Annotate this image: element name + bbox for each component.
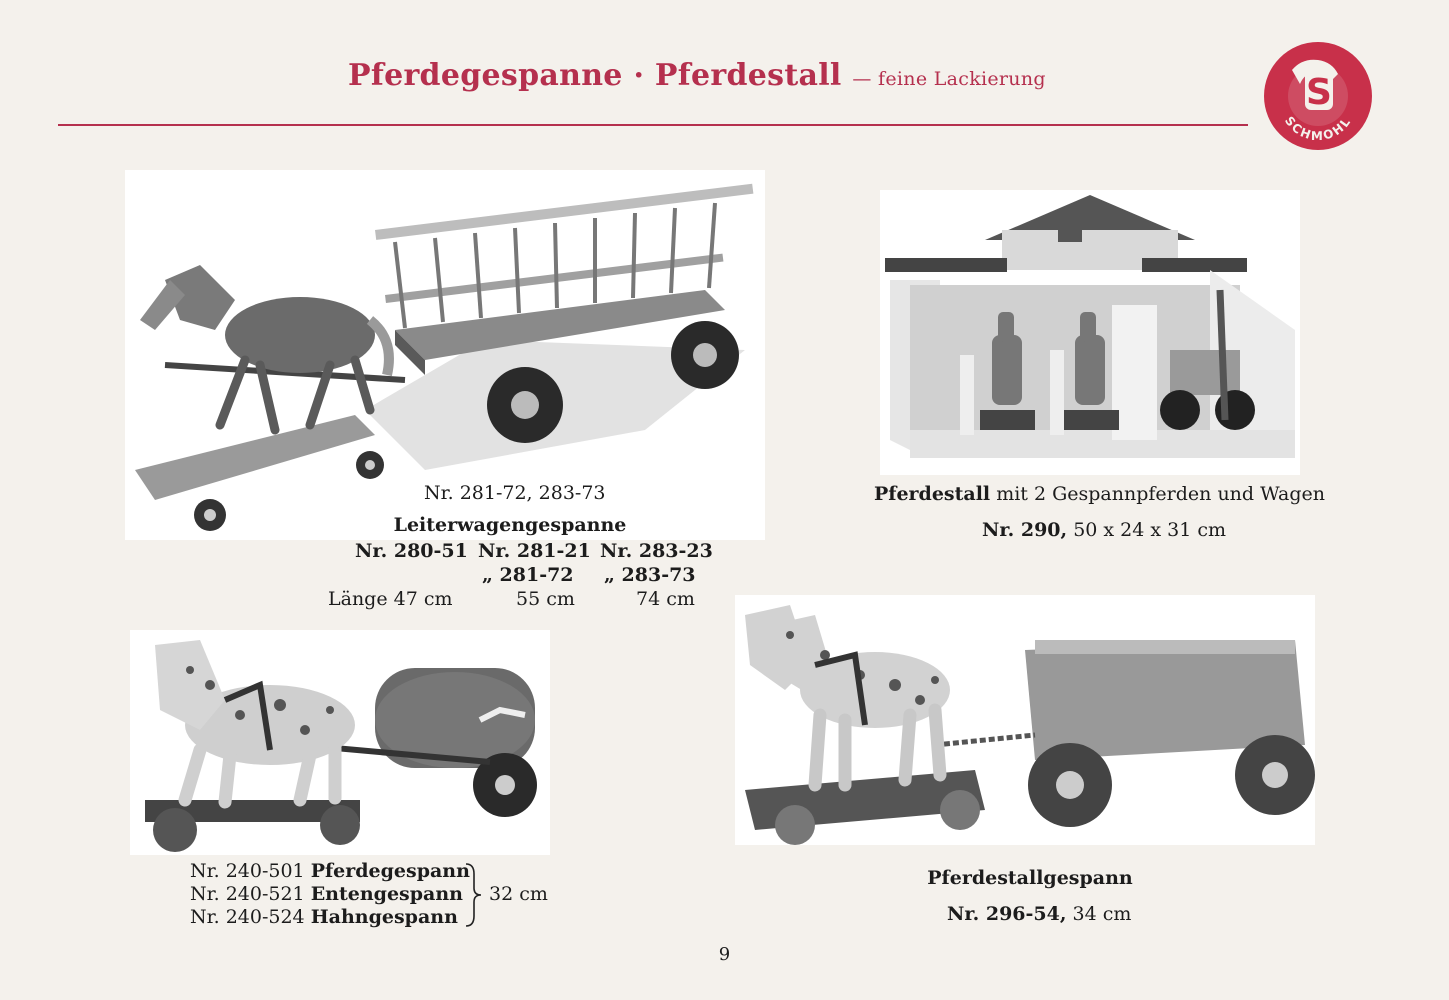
logo-letter: S <box>1306 72 1332 113</box>
table-cell: Länge 47 cm <box>328 588 453 610</box>
stable-description: mit 2 Gespannpferden und Wagen <box>996 483 1325 505</box>
table-cell: Nr. 280-51 <box>355 540 468 562</box>
header-rule <box>58 124 1248 126</box>
small-horse-team-photo <box>130 630 550 855</box>
logo-text: SCHMOHL <box>1281 113 1355 144</box>
small-teams-list <box>190 860 470 929</box>
grouping-brace <box>462 862 484 928</box>
stable-dimensions: 50 x 24 x 31 cm <box>1073 519 1227 541</box>
list-item: Nr. 240-524 Hahngespann <box>190 906 458 928</box>
table-cell: 55 cm <box>516 588 575 610</box>
table-cell: „ 281-72 <box>482 564 574 586</box>
ladder-wagon-name: Leiterwagengespanne <box>393 514 627 536</box>
stable-team-name: Pferdestallgespann <box>927 867 1133 889</box>
table-cell: Nr. 283-23 <box>600 540 713 562</box>
table-cell: Nr. 281-21 <box>478 540 591 562</box>
list-item: Nr. 240-501 Pferdegespann <box>190 860 470 882</box>
horse-head-logo <box>1262 40 1374 152</box>
table-cell: 74 cm <box>636 588 695 610</box>
stable-caption <box>874 483 1325 505</box>
stable-number: Nr. 290, 50 x 24 x 31 cm <box>982 519 1227 541</box>
stable-team-photo <box>735 595 1315 845</box>
page-number: 9 <box>718 944 731 965</box>
horse-stable-photo <box>880 190 1300 475</box>
small-teams-length: 32 cm <box>489 883 548 905</box>
list-item: Nr. 240-521 Entengespann <box>190 883 463 905</box>
title-main: Pferdegespanne · Pferdestall <box>348 58 842 93</box>
table-cell: „ 283-73 <box>604 564 696 586</box>
stable-name: Pferdestall <box>874 483 991 505</box>
ladder-wagon-numbers: Nr. 281-72, 283-73 <box>424 482 606 504</box>
stable-team-length: 34 cm <box>1072 903 1132 925</box>
stable-team-number: Nr. 296-54, 34 cm <box>947 903 1132 925</box>
page-title <box>348 58 1046 93</box>
title-subtitle: — feine Lackierung <box>852 68 1046 90</box>
